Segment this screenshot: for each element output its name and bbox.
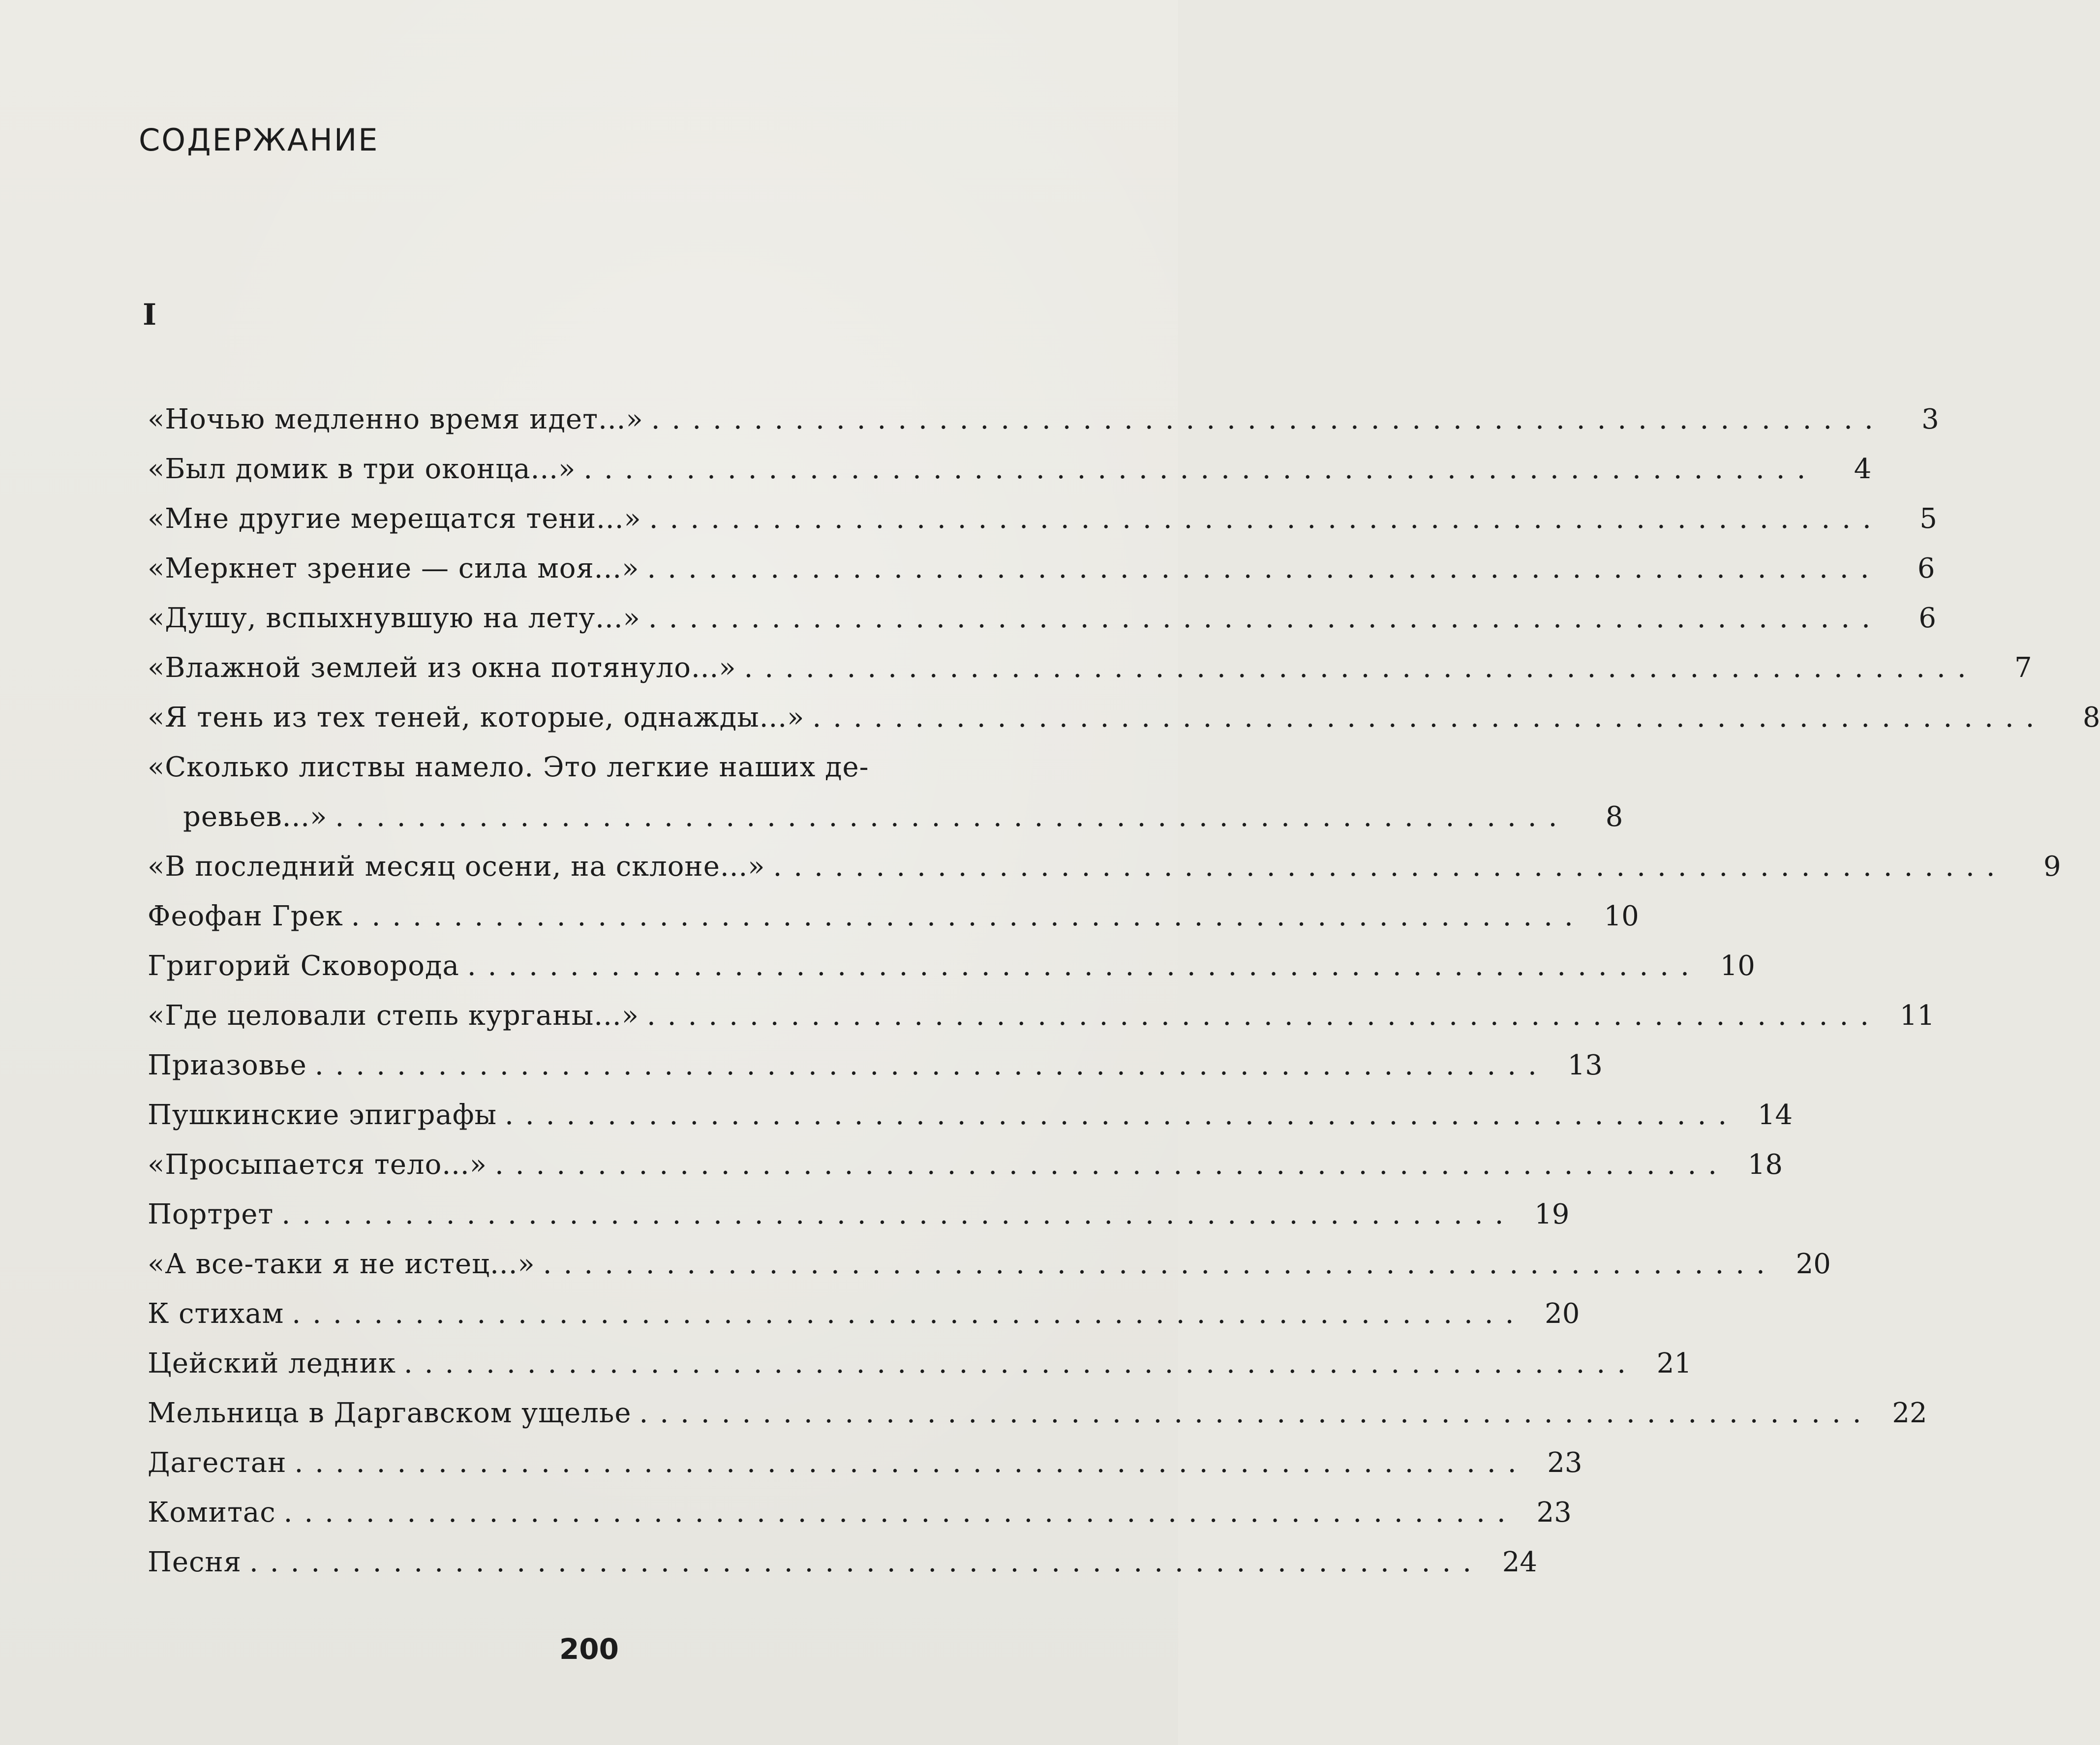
toc-leader-dots: ............................................................ (639, 1397, 1873, 1429)
toc-leader-dots: ............................................................ (314, 1049, 1549, 1081)
toc-entry-title: «Где целовали степь курганы...» (148, 1000, 639, 1032)
toc-entry-page: 8 (1605, 801, 1623, 833)
toc-entry-title: «Я тень из тех теней, которые, однажды...» (148, 702, 805, 734)
toc-entry (148, 900, 1639, 950)
toc-entry-page: 10 (1720, 950, 1755, 982)
toc-entry-page: 14 (1757, 1099, 1793, 1131)
toc-entry (148, 950, 1755, 1000)
toc-leader-dots: ............................................................ (249, 1546, 1484, 1578)
toc-entry-page: 6 (1917, 552, 1935, 584)
toc-entry-page: 13 (1567, 1049, 1603, 1081)
table-of-contents (148, 403, 2100, 1596)
toc-leader-dots: ............................................................ (773, 851, 2007, 883)
toc-leader-dots: ............................................................ (648, 602, 1882, 634)
toc-entry-page: 23 (1547, 1447, 1583, 1479)
toc-entry (148, 1149, 1783, 1198)
toc-entry-title: Комитас (148, 1497, 276, 1529)
toc-entry (148, 1099, 1793, 1149)
toc-entry-title: «Сколько листвы намело. Это легкие наших де- (148, 751, 869, 783)
toc-entry-page: 5 (1919, 503, 1937, 535)
toc-entry (148, 1546, 1538, 1596)
toc-leader-dots: ............................................................ (351, 900, 1585, 932)
toc-leader-dots: ............................................................ (403, 1347, 1638, 1379)
toc-entry-page: 20 (1545, 1298, 1580, 1330)
toc-entry-page: 21 (1656, 1347, 1692, 1379)
toc-leader-dots: ............................................................ (281, 1198, 1516, 1230)
toc-entry-page: 3 (1921, 403, 1939, 435)
toc-entry (148, 1347, 1692, 1397)
toc-entry-title: «Меркнет зрение — сила моя...» (148, 552, 639, 584)
toc-entry (148, 602, 1936, 652)
toc-entry (148, 1248, 1831, 1298)
contents-heading: СОДЕРЖАНИЕ (139, 122, 379, 158)
toc-entry-page: 10 (1604, 900, 1639, 932)
toc-leader-dots: ............................................................ (283, 1497, 1518, 1529)
toc-leader-dots: ............................................................ (292, 1298, 1526, 1330)
toc-entry-page: 4 (1854, 453, 1872, 485)
toc-entry (148, 552, 1935, 602)
toc-entry-title: «Мне другие мерещатся тени...» (148, 503, 641, 535)
toc-entry (148, 403, 1939, 453)
toc-entry-page: 23 (1536, 1497, 1572, 1529)
toc-leader-dots: ............................................................ (744, 652, 1978, 684)
toc-leader-dots: ............................................................ (505, 1099, 1739, 1131)
toc-entry-title: «Влажной землей из окна потянуло...» (148, 652, 736, 684)
toc-entry-title: Приазовье (148, 1049, 307, 1081)
page-number: 200 (559, 1632, 619, 1666)
toc-entry-title: Песня (148, 1546, 242, 1578)
toc-entry-title-continuation: ревьев...» (183, 801, 328, 833)
toc-leader-dots: ............................................................ (467, 950, 1701, 982)
toc-leader-dots: ............................................................ (651, 403, 1885, 435)
toc-entry-title: Портрет (148, 1198, 274, 1230)
toc-entry (148, 1447, 1583, 1497)
toc-entry-title: Феофан Грек (148, 900, 343, 932)
toc-entry-title: «Был домик в три оконца...» (148, 453, 576, 485)
toc-entry (148, 1049, 1603, 1099)
toc-entry (148, 1298, 1580, 1347)
toc-entry-page: 20 (1796, 1248, 1831, 1280)
toc-entry (148, 1497, 1572, 1546)
toc-entry-title: «Ночью медленно время идет...» (148, 403, 643, 435)
toc-entry-title: «Душу, вспыхнувшую на лету...» (148, 602, 640, 634)
toc-entry-page: 7 (2014, 652, 2032, 684)
toc-leader-dots: ............................................................ (543, 1248, 1777, 1280)
toc-entry-title: Пушкинские эпиграфы (148, 1099, 497, 1131)
section-number: I (143, 298, 157, 332)
toc-entry-page: 24 (1502, 1546, 1538, 1578)
toc-leader-dots: ............................................................ (647, 1000, 1881, 1032)
toc-leader-dots: ............................................................ (294, 1447, 1528, 1479)
toc-entry-page: 6 (1918, 602, 1936, 634)
toc-entry (148, 702, 2100, 751)
toc-entry-page: 9 (2043, 851, 2061, 883)
toc-entry-title: Мельница в Даргавском ущелье (148, 1397, 632, 1429)
toc-entry (148, 1198, 1570, 1248)
toc-entry-first-line (148, 751, 1082, 801)
toc-entry-continuation (148, 801, 1623, 851)
toc-entry (148, 1000, 1935, 1049)
toc-leader-dots: ............................................................ (812, 702, 2046, 734)
toc-entry (148, 503, 1937, 552)
toc-entry-page: 22 (1892, 1397, 1927, 1429)
toc-entry-title: «В последний месяц осени, на склоне...» (148, 851, 765, 883)
toc-entry-title: Цейский ледник (148, 1347, 396, 1379)
toc-entry-title: К стихам (148, 1298, 284, 1330)
toc-leader-dots: ............................................................ (495, 1149, 1729, 1181)
toc-entry (148, 1397, 1927, 1447)
toc-entry (148, 851, 2061, 900)
toc-leader-dots: ............................................................ (649, 503, 1883, 535)
toc-entry-page: 19 (1534, 1198, 1570, 1230)
toc-entry-page: 11 (1899, 1000, 1935, 1032)
toc-entry-title: «А все-таки я не истец...» (148, 1248, 535, 1280)
toc-entry-page: 18 (1747, 1149, 1783, 1181)
toc-entry (148, 652, 2032, 702)
toc-entry-title: Григорий Сковорода (148, 950, 459, 982)
toc-leader-dots: ............................................................ (335, 801, 1569, 833)
toc-entry-page: 8 (2082, 702, 2100, 734)
toc-leader-dots: ............................................................ (647, 552, 1881, 584)
toc-entry (148, 453, 1872, 503)
toc-entry-title: Дагестан (148, 1447, 287, 1479)
toc-leader-dots: ............................................................ (583, 453, 1818, 485)
toc-entry-title: «Просыпается тело...» (148, 1149, 487, 1181)
